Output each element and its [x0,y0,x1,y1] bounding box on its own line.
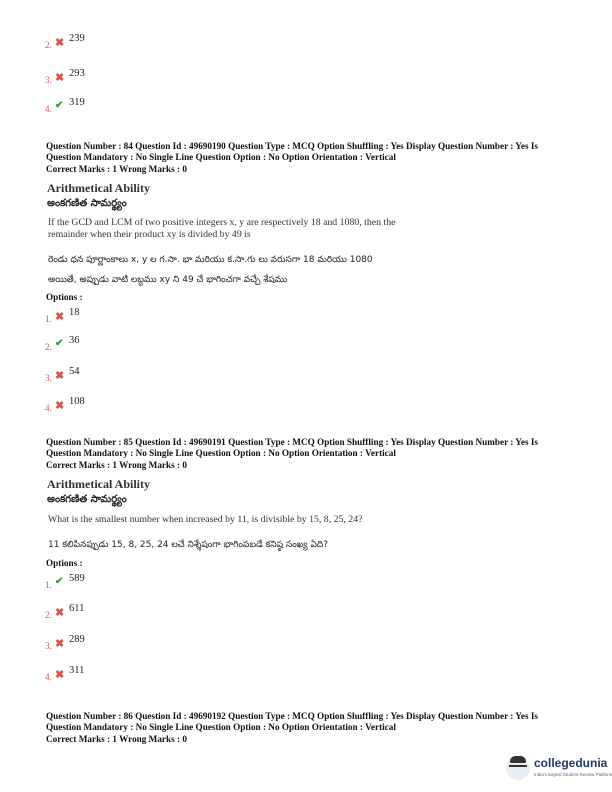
option-value: 36 [69,335,80,346]
option-number: 4. [45,403,52,413]
cross-icon: ✖ [55,37,65,49]
subject-title: Arithmetical Ability [47,477,150,491]
collegedunia-logo [506,754,612,784]
option-value: 18 [69,307,80,318]
question-text: What is the smallest number when increased by 11, is divisible by 15, 8, 25, 24? [48,514,363,525]
logo-brand-text: collegedunia [534,756,608,770]
cross-icon: ✖ [55,638,65,650]
question-text-telugu: అయితే, అప్పుడు వాటి లబ్ధము xy ని 49 చే భాగించగా వచ్చే శేషము [48,275,288,285]
option-number: 2. [45,610,52,620]
option-value: 311 [69,665,85,676]
options-label: Options : [46,558,83,568]
options-label: Options : [46,292,83,302]
question-text-telugu: రెండు ధన పూర్ణాంకాలు x, y ల గ.సా. భా మరియు క.సా.గు లు వరుసగా 18 మరియు 1080 [48,255,373,265]
option-number: 3. [45,75,52,85]
question-text: If the GCD and LCM of two positive integers x, y are respectively 18 and 1080, then the remainder when their product xy is divided by 49 is [48,217,396,240]
logo-tagline: India's largest Student Review Platform [534,772,612,777]
cross-icon: ✖ [55,669,65,681]
check-icon: ✔ [55,338,64,349]
option-value: 54 [69,366,80,377]
subject-title: Arithmetical Ability [47,181,150,195]
mascot-icon [506,756,530,780]
option-value: 293 [69,68,85,79]
option-number: 4. [45,104,52,114]
option-number: 1. [45,314,52,324]
cross-icon: ✖ [55,400,65,412]
option-number: 4. [45,672,52,682]
option-number: 1. [45,580,52,590]
subject-title-telugu: అంకగణిత సామర్థ్యం [47,198,127,209]
cross-icon: ✖ [55,311,65,323]
option-value: 108 [69,396,85,407]
option-value: 239 [69,33,85,44]
question-meta: Question Number : 84 Question Id : 49690190 Question Type : MCQ Option Shuffling : Yes Display Question Number : Yes Is Question Mandatory : No Single Line Question Option : No Option Orientation : Vertical Correct Marks : 1 Wrong Marks : 0 [46,141,539,174]
option-value: 319 [69,97,85,108]
option-number: 2. [45,40,52,50]
check-icon: ✔ [55,576,64,587]
option-value: 589 [69,573,85,584]
question-meta: Question Number : 85 Question Id : 49690191 Question Type : MCQ Option Shuffling : Yes Display Question Number : Yes Is Question Mandatory : No Single Line Question Option : No Option Orientation : Vertical Correct Marks : 1 Wrong Marks : 0 [46,437,539,470]
option-value: 611 [69,603,85,614]
option-value: 289 [69,634,85,645]
question-text-telugu: 11 కలిపినప్పుడు 15, 8, 25, 24 లచే నిశ్శేషంగా భాగింపబడే కనిష్ఠ సంఖ్య ఏది? [48,540,328,550]
subject-title-telugu: అంకగణిత సామర్థ్యం [47,494,127,505]
cross-icon: ✖ [55,72,65,84]
check-icon: ✔ [55,100,64,111]
cross-icon: ✖ [55,370,65,382]
option-number: 3. [45,373,52,383]
question-meta: Question Number : 86 Question Id : 49690192 Question Type : MCQ Option Shuffling : Yes Display Question Number : Yes Is Question Mandatory : No Single Line Question Option : No Option Orientation : Vertical Correct Marks : 1 Wrong Marks : 0 [46,711,539,744]
cross-icon: ✖ [55,607,65,619]
option-number: 3. [45,641,52,651]
option-number: 2. [45,342,52,352]
